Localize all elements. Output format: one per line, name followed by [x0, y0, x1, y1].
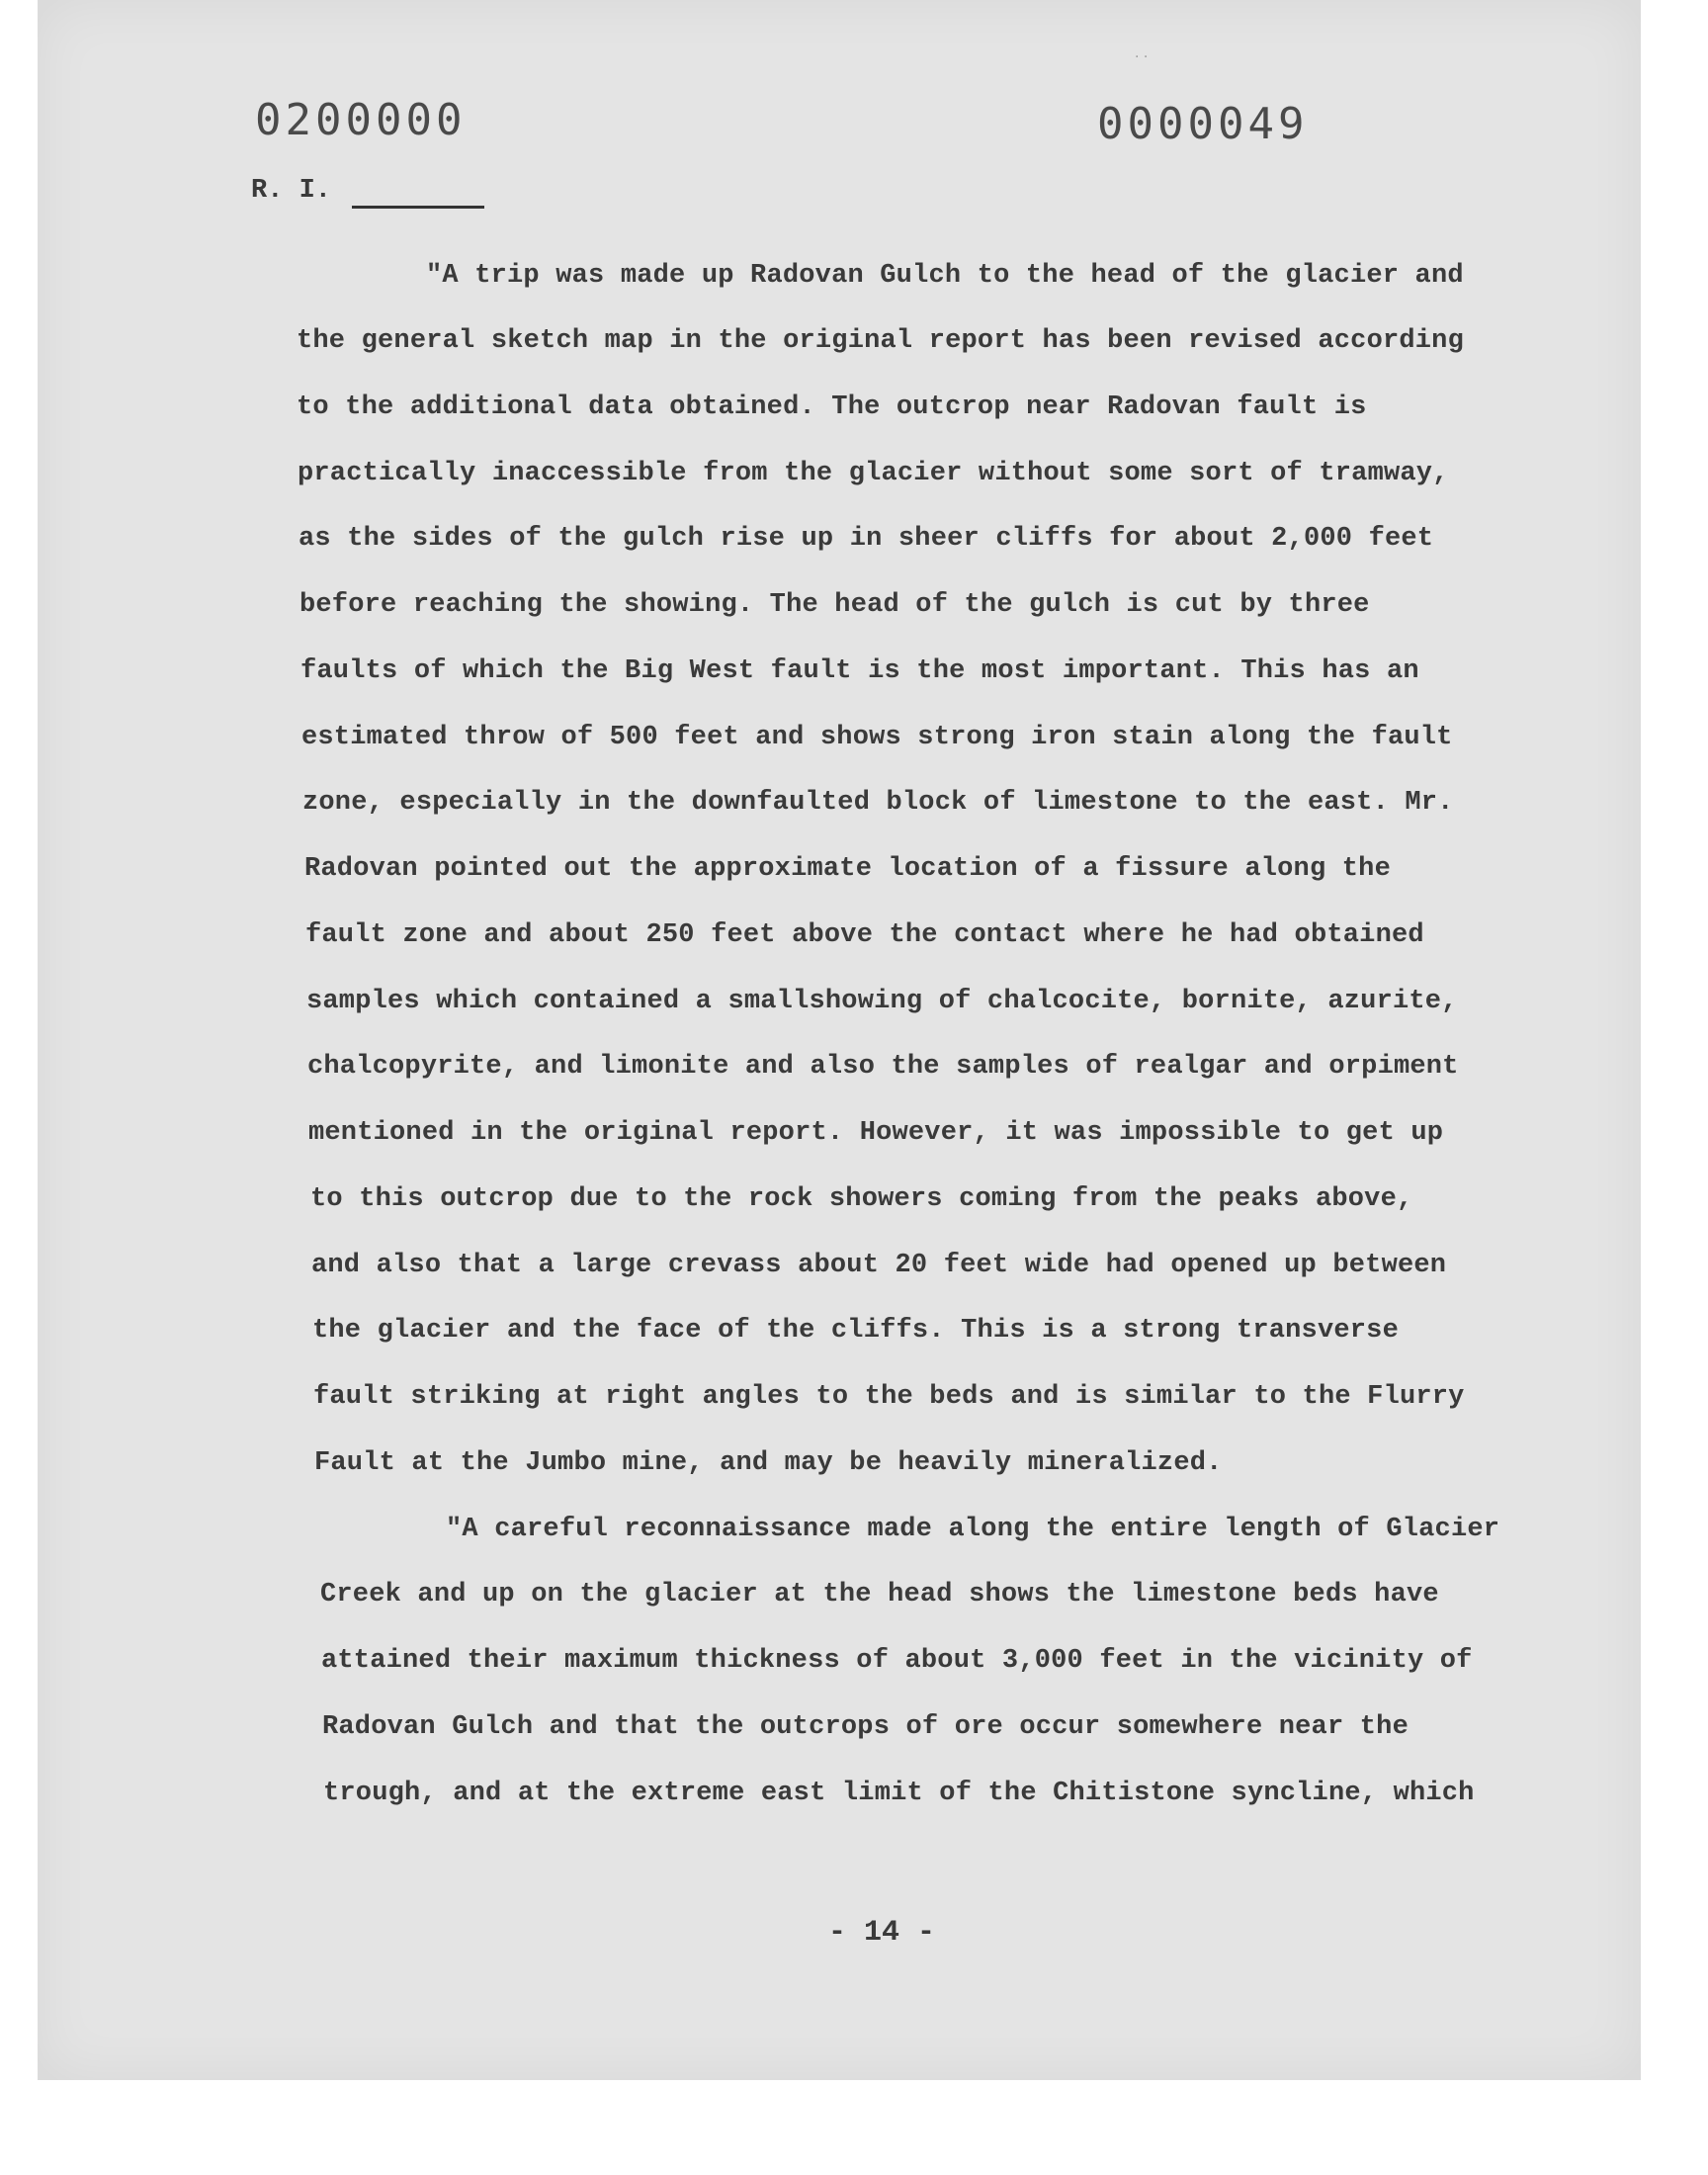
text-line: chalcopyrite, and limonite and also the samples of realgar and orpiment — [307, 1052, 1459, 1082]
text-line: to this outcrop due to the rock showers coming from the peaks above, — [310, 1184, 1413, 1214]
text-line: Radovan Gulch and that the outcrops of ore occur somewhere near the — [322, 1712, 1409, 1742]
ri-label: R. I. — [251, 176, 332, 206]
text-line: the glacier and the face of the cliffs. This is a strong transverse — [312, 1316, 1399, 1346]
text-line: before reaching the showing. The head of the gulch is cut by three — [299, 590, 1370, 620]
document-page — [38, 0, 1641, 2080]
text-line: samples which contained a smallshowing of chalcocite, bornite, azurite, — [306, 987, 1458, 1016]
text-line: estimated throw of 500 feet and shows strong iron stain along the fault — [301, 723, 1453, 752]
text-line: "A trip was made up Radovan Gulch to the head of the glacier and — [426, 261, 1464, 291]
page-number: - 14 - — [828, 1916, 936, 1950]
text-line: attained their maximum thickness of about 3,000 feet in the vicinity of — [321, 1646, 1473, 1676]
text-line: Fault at the Jumbo mine, and may be heavily mineralized. — [314, 1448, 1223, 1478]
text-line: and also that a large crevass about 20 feet wide had opened up between — [311, 1251, 1447, 1280]
text-line: the general sketch map in the original report has been revised according — [297, 326, 1464, 356]
text-line: Radovan pointed out the approximate location of a fissure along the — [304, 854, 1391, 884]
text-line: fault zone and about 250 feet above the contact where he had obtained — [305, 920, 1424, 950]
text-line: zone, especially in the downfaulted block of limestone to the east. Mr. — [302, 788, 1454, 818]
text-line: mentioned in the original report. However, it was impossible to get up — [308, 1118, 1444, 1148]
text-line: Creek and up on the glacier at the head shows the limestone beds have — [320, 1580, 1439, 1610]
text-line: faults of which the Big West fault is the most important. This has an — [300, 656, 1419, 686]
scan-speck: · · — [1135, 49, 1149, 65]
document-code-left: 0200000 — [255, 95, 467, 145]
ri-blank-line — [352, 206, 484, 209]
document-code-right: 0000049 — [1097, 99, 1309, 149]
text-line: fault striking at right angles to the beds and is similar to the Flurry — [313, 1382, 1465, 1412]
text-line: trough, and at the extreme east limit of the Chitistone syncline, which — [323, 1779, 1475, 1808]
text-line: practically inaccessible from the glacier without some sort of tramway, — [298, 459, 1449, 488]
text-line: as the sides of the gulch rise up in sheer cliffs for about 2,000 feet — [299, 524, 1434, 554]
text-line: to the additional data obtained. The outcrop near Radovan fault is — [297, 392, 1367, 422]
text-line: "A careful reconnaissance made along the entire length of Glacier — [446, 1515, 1500, 1544]
